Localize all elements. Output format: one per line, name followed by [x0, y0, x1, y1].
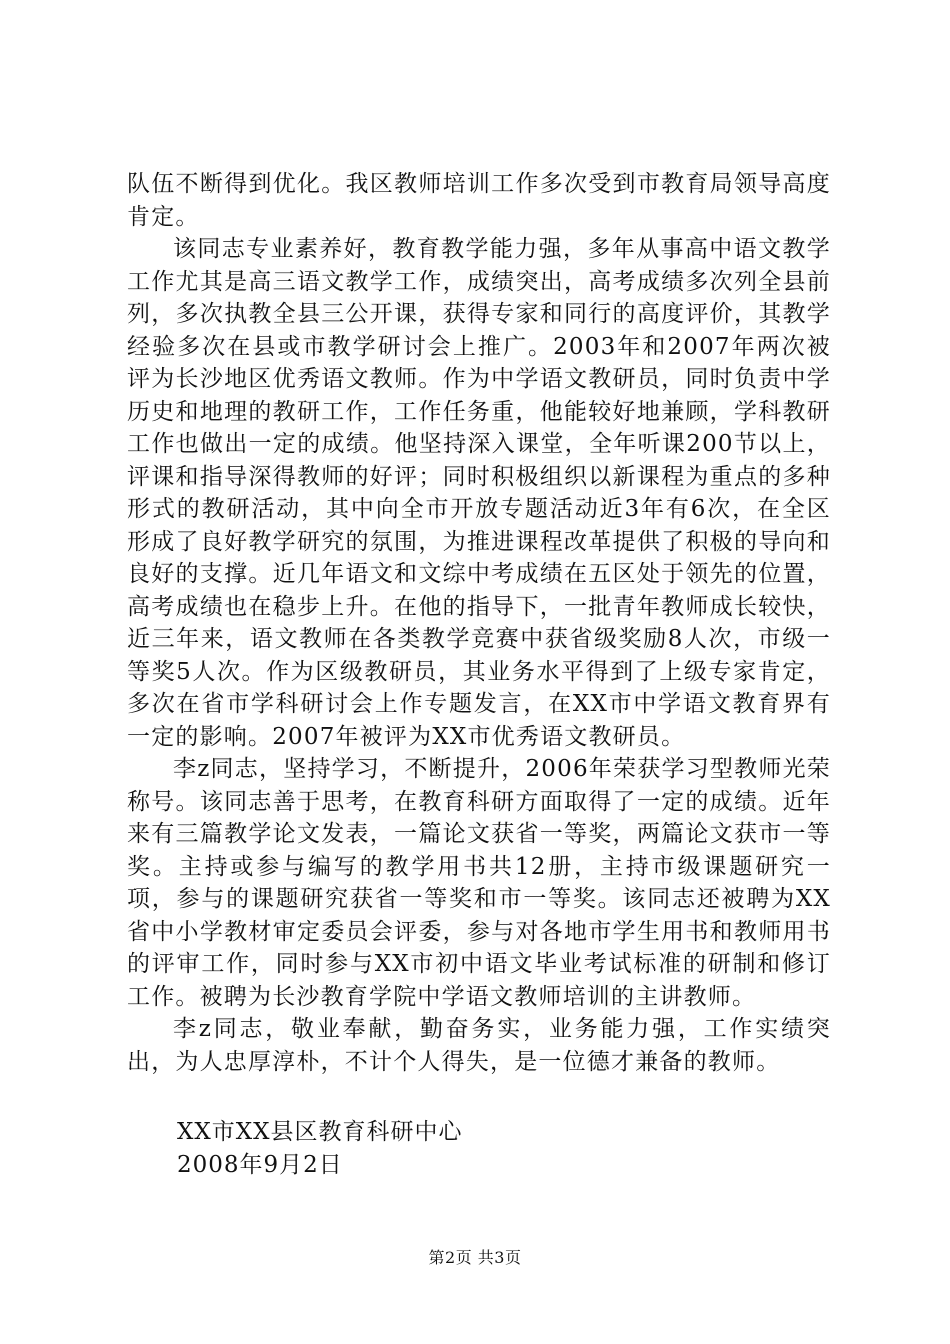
page-number-footer: 第2页 共3页 [428, 1248, 522, 1267]
signature-date: 2008年9月2日 [177, 1152, 343, 1178]
signature-block [177, 1116, 463, 1182]
paragraph-research-achievements: 李z同志，坚持学习，不断提升，2006年荣获学习型教师光荣称号。该同志善于思考，在教育科研方面取得了一定的成绩。近年来有三篇教学论文发表，一篇论文获省一等奖，两篇论文获市一等奖。主持或参与编写的教学用书共12册，主持市级课题研究一项，参与的课题研究获省一等奖和市一等奖。该同志还被聘为XX省中小学教材审定委员会评委，参与对各地市学生用书和教师用书的评审工作，同时参与XX市初中语文毕业考试标准的研制和修订工作。被聘为长沙教育学院中学语文教师培训的主讲教师。 [127, 756, 831, 1010]
paragraph-professional-quality: 该同志专业素养好，教育教学能力强，多年从事高中语文教学工作尤其是高三语文教学工作，成绩突出，高考成绩多次列全县前列，多次执教全县三公开课，获得专家和同行的高度评价，其教学经验多次在县或市教学研讨会上推广。2003年和2007年两次被评为长沙地区优秀语文教师。作为中学语文教研员，同时负责中学历史和地理的教研工作，工作任务重，他能较好地兼顾，学科教研工作也做出一定的成绩。他坚持深入课堂，全年听课200节以上，评课和指导深得教师的好评；同时积极组织以新课程为重点的多种形式的教研活动，其中向全市开放专题活动近3年有6次，在全区形成了良好教学研究的氛围，为推进课程改革提供了积极的导向和良好的支撑。近几年语文和文综中考成绩在五区处于领先的位置，高考成绩也在稳步上升。在他的指导下，一批青年教师成长较快，近三年来，语文教师在各类教学竞赛中获省级奖励8人次，市级一等奖5人次。作为区级教研员，其业务水平得到了上级专家肯定，多次在省市学科研讨会上作专题发言，在XX市中学语文教育界有一定的影响。2007年被评为XX市优秀语文教研员。 [127, 236, 831, 750]
signature-organization: XX市XX县区教育科研中心 [177, 1119, 463, 1145]
document-body [127, 168, 831, 1078]
paragraph-summary: 李z同志，敬业奉献，勤奋务实，业务能力强，工作实绩突出，为人忠厚淳朴，不计个人得失，是一位德才兼备的教师。 [127, 1016, 831, 1075]
paragraph-continued: 队伍不断得到优化。我区教师培训工作多次受到市教育局领导高度肯定。 [127, 171, 831, 230]
